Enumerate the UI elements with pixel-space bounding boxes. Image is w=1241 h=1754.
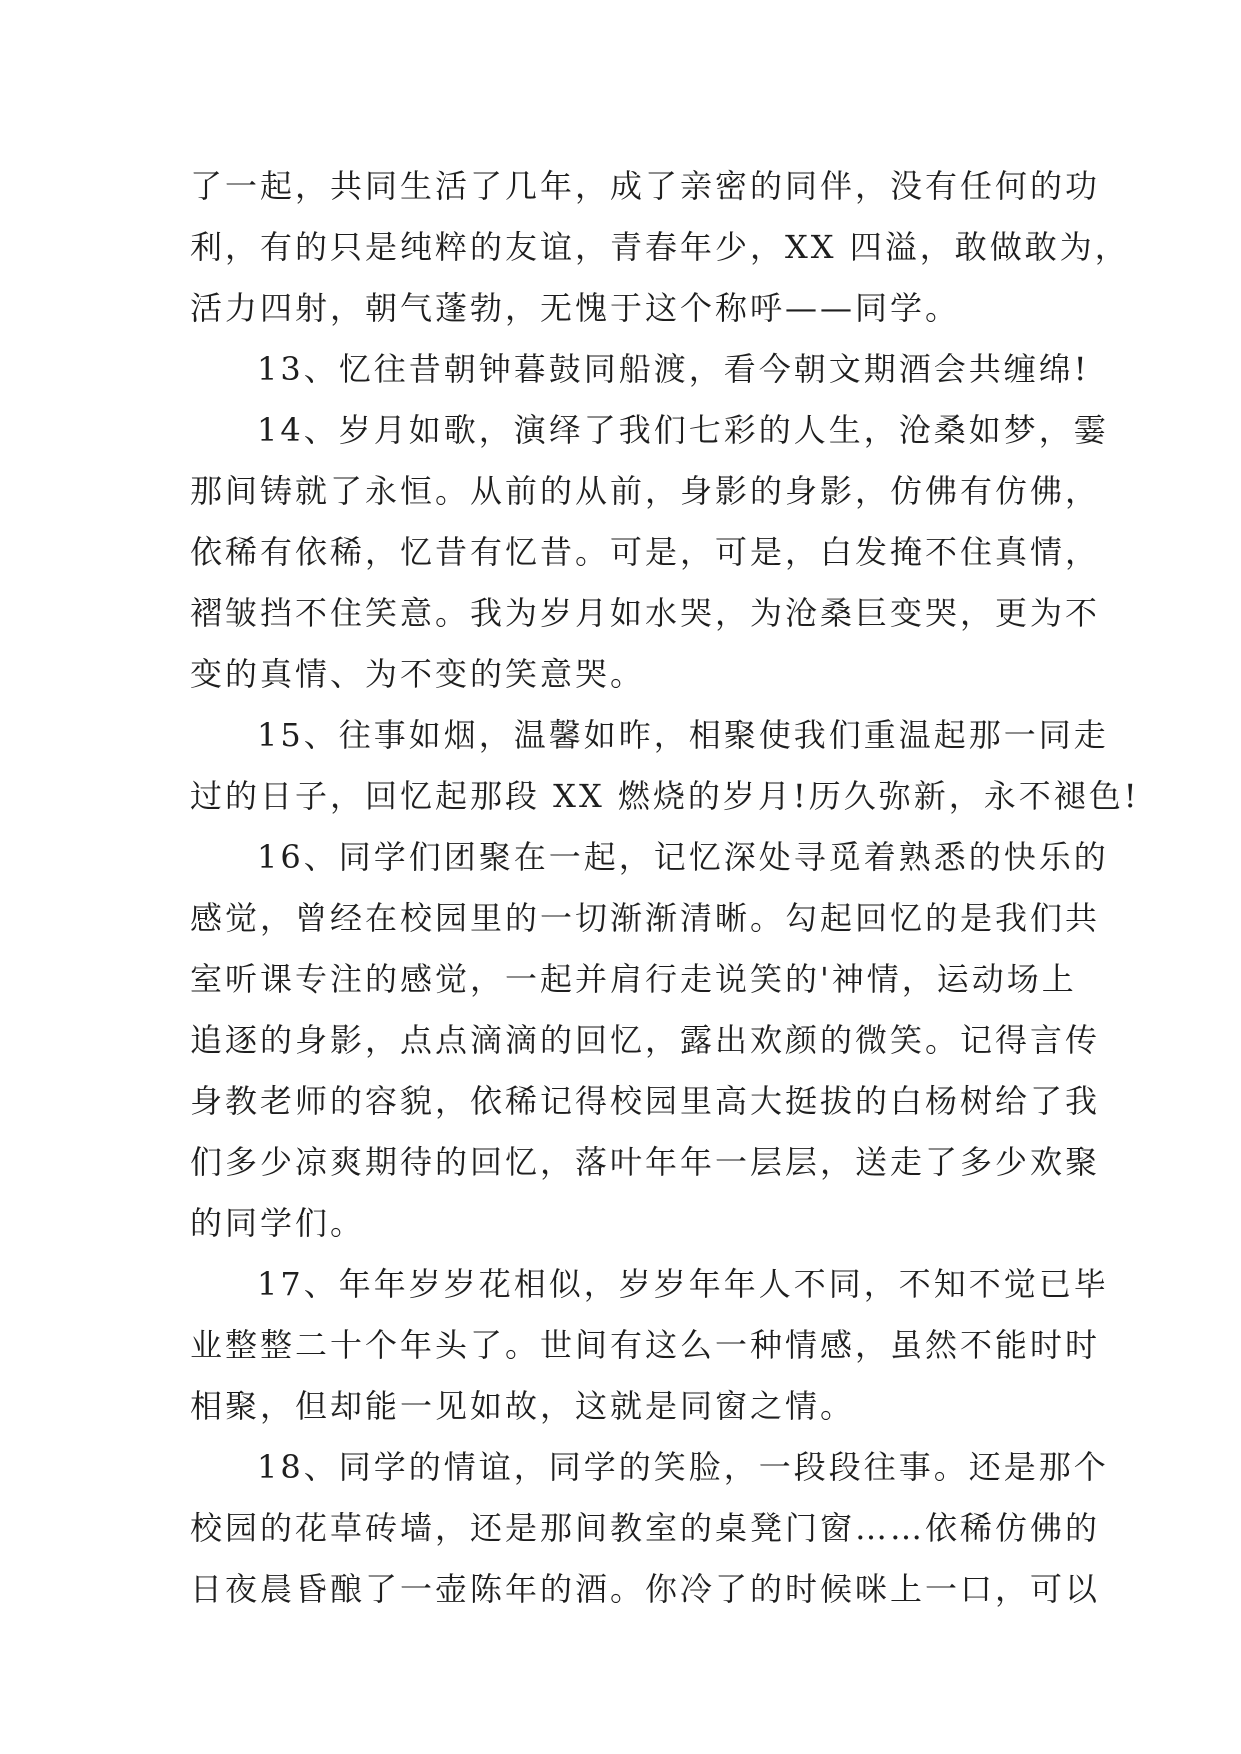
text-line: 追逐的身影，点点滴滴的回忆，露出欢颜的微笑。记得言传 [190,1021,1101,1059]
text-line: 14、岁月如歌，演绎了我们七彩的人生，沧桑如梦，霎 [257,411,1109,449]
paragraph-12-continued [190,156,1130,339]
text-line: 15、往事如烟，温馨如昨，相聚使我们重温起那一同走 [257,716,1109,754]
paragraph-18 [190,1437,1109,1620]
text-line: 相聚，但却能一见如故，这就是同窗之情。 [190,1387,856,1425]
text-line: 们多少凉爽期待的回忆，落叶年年一层层，送走了多少欢聚 [190,1143,1101,1181]
document-body [190,156,1140,1620]
text-line: 变的真情、为不变的笑意哭。 [190,655,646,693]
text-line: 校园的花草砖墙，还是那间教室的桌凳门窗……依稀仿佛的 [190,1509,1101,1547]
text-line: 日夜晨昏酿了一壶陈年的酒。你冷了的时候咪上一口，可以 [190,1570,1101,1608]
text-line: 那间铸就了永恒。从前的从前，身影的身影，仿佛有仿佛， [190,472,1101,510]
text-line: 褶皱挡不住笑意。我为岁月如水哭，为沧桑巨变哭，更为不 [190,594,1101,632]
text-line: 身教老师的容貌，依稀记得校园里高大挺拔的白杨树给了我 [190,1082,1101,1120]
text-line: 了一起，共同生活了几年，成了亲密的同伴，没有任何的功 [190,167,1101,205]
paragraph-14 [190,400,1109,705]
text-line: 17、年年岁岁花相似，岁岁年年人不同，不知不觉已毕 [257,1265,1109,1303]
text-line: 13、忆往昔朝钟暮鼓同船渡，看今朝文期酒会共缠绵! [257,350,1090,388]
text-line: 依稀有依稀，忆昔有忆昔。可是，可是，白发掩不住真情， [190,533,1101,571]
text-line: 16、同学们团聚在一起，记忆深处寻觅着熟悉的快乐的 [257,838,1109,876]
paragraph-16 [190,827,1109,1254]
text-line: 室听课专注的感觉，一起并肩行走说笑的'神情，运动场上 [190,960,1077,998]
text-line: 感觉，曾经在校园里的一切渐渐清晰。勾起回忆的是我们共 [190,899,1101,937]
text-line: 业整整二十个年头了。世间有这么一种情感，虽然不能时时 [190,1326,1101,1364]
text-line: 过的日子，回忆起那段 XX 燃烧的岁月!历久弥新，永不褪色! [190,777,1140,815]
text-line: 18、同学的情谊，同学的笑脸，一段段往事。还是那个 [257,1448,1109,1486]
text-line: 的同学们。 [190,1204,366,1242]
paragraph-13 [190,339,1090,400]
text-line: 利，有的只是纯粹的友谊，青春年少，XX 四溢，敢做敢为， [190,228,1130,266]
paragraph-15 [190,705,1140,827]
text-line: 活力四射，朝气蓬勃，无愧于这个称呼——同学。 [190,289,961,327]
paragraph-17 [190,1254,1109,1437]
